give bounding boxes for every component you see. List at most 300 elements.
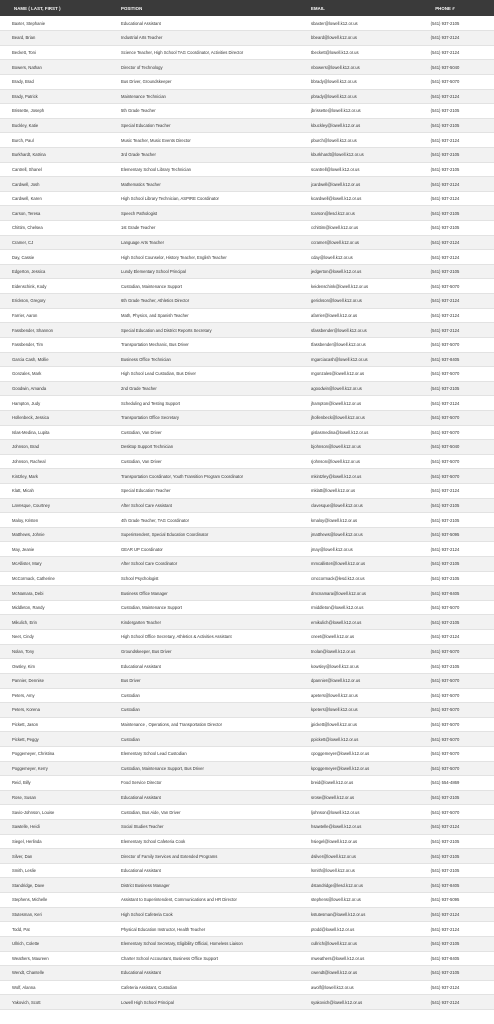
- cell-email[interactable]: stephens@lowell.k12.or.us: [308, 893, 396, 908]
- table-row: [0, 966, 494, 981]
- cell-name: Nolan, Tony: [0, 644, 116, 659]
- header-phone: PHONE #: [435, 5, 455, 11]
- table-row: [0, 191, 494, 206]
- cell-position: 6th Grade Teacher, Athletics Director: [116, 294, 308, 309]
- cell-email[interactable]: keidenschink@lowell.k12.or.us: [308, 279, 396, 294]
- table-row: [0, 264, 494, 279]
- cell-name: Peters, Korena: [0, 703, 116, 718]
- cell-phone: (541) 554-4869: [396, 776, 494, 791]
- cell-position: Scheduling and Testing Support: [116, 396, 308, 411]
- cell-email[interactable]: rjohnson@lowell.k12.or.us: [308, 454, 396, 469]
- cell-email[interactable]: sbaxter@lowell.k12.or.us: [308, 16, 396, 31]
- cell-position: Science Teacher, High School TAG Coordinator, Activities Director: [116, 45, 308, 60]
- cell-position: Custodian, Bus Aide, Van Driver: [116, 805, 308, 820]
- table-row: [0, 849, 494, 864]
- cell-phone: (541) 937-2105: [396, 221, 494, 236]
- cell-name: Maloy, Kristen: [0, 513, 116, 528]
- cell-phone: (541) 937-2105: [396, 936, 494, 951]
- table-body: [0, 16, 494, 1009]
- cell-email[interactable]: bbeard@lowell.k12.or.us: [308, 31, 396, 46]
- cell-phone: (541) 937-2124: [396, 922, 494, 937]
- cell-name: McCormack, Catherine: [0, 571, 116, 586]
- cell-name: Fassbender, Shannon: [0, 323, 116, 338]
- cell-phone: (541) 937-2124: [396, 177, 494, 192]
- table-row: [0, 936, 494, 951]
- cell-phone: (541) 937-2105: [396, 147, 494, 162]
- cell-email[interactable]: breid@lowell.k12.or.us: [308, 776, 396, 791]
- cell-name: Islas-Medina, Lupita: [0, 425, 116, 440]
- cell-phone: (541) 937-2105: [396, 162, 494, 177]
- cell-position: Elementary School Cafeteria Cook: [116, 834, 308, 849]
- table-row: [0, 513, 494, 528]
- table-header: [0, 0, 494, 16]
- cell-name: Matthews, Johnie: [0, 527, 116, 542]
- cell-position: Elementary School Library Technician: [116, 162, 308, 177]
- cell-name: Klatt, Micah: [0, 484, 116, 499]
- cell-email[interactable]: cullrich@lowell.k12.or.us: [308, 936, 396, 951]
- cell-email[interactable]: mweathers@lowell.k12.or.us: [308, 951, 396, 966]
- cell-name: Cardwell, Karen: [0, 191, 116, 206]
- cell-name: Ullrich, Colette: [0, 936, 116, 951]
- cell-position: District Business Manager: [116, 878, 308, 893]
- cell-phone: (541) 937-5070: [396, 805, 494, 820]
- cell-email[interactable]: jmay@lowell.k12.or.us: [308, 542, 396, 557]
- cell-position: Social Studies Teacher: [116, 820, 308, 835]
- cell-email[interactable]: cwendt@lowell.k12.or.us: [308, 966, 396, 981]
- cell-phone: (541) 937-5095: [396, 527, 494, 542]
- cell-phone: (541) 937-8405: [396, 352, 494, 367]
- cell-phone: (541) 937-2124: [396, 31, 494, 46]
- table-row: [0, 703, 494, 718]
- cell-phone: (541) 937-2124: [396, 191, 494, 206]
- cell-email[interactable]: clavesque@lowell.k12.or.us: [308, 498, 396, 513]
- cell-position: 5th Grade Teacher: [116, 104, 308, 119]
- table-row: [0, 995, 494, 1010]
- cell-phone: (541) 937-2124: [396, 250, 494, 265]
- table-row: [0, 162, 494, 177]
- cell-position: School Psychologist: [116, 571, 308, 586]
- cell-name: Brady, Patrick: [0, 89, 116, 104]
- cell-email[interactable]: cneet@lowell.k12.or.us: [308, 630, 396, 645]
- cell-email[interactable]: kowsley@lowell.k12.or.us: [308, 659, 396, 674]
- cell-phone: (541) 937-5070: [396, 673, 494, 688]
- header-name: NAME ( LAST, FIRST ): [14, 5, 61, 11]
- cell-email[interactable]: lsmith@lowell.k12.or.us: [308, 863, 396, 878]
- cell-name: Pannier, Dennise: [0, 673, 116, 688]
- cell-name: Yakovich, Scott: [0, 995, 116, 1010]
- cell-email[interactable]: pburch@lowell.k12.or.us: [308, 133, 396, 148]
- cell-name: Goodwin, Amanda: [0, 381, 116, 396]
- cell-position: Math, Physics, and Spanish Teacher: [116, 308, 308, 323]
- cell-position: Bus Driver, Groundskeeper: [116, 74, 308, 89]
- cell-email[interactable]: tcarson@lesd.k12.or.us: [308, 206, 396, 221]
- cell-email[interactable]: jedgerton@lowell.k12.or.us: [308, 264, 396, 279]
- cell-name: Beard, Brian: [0, 31, 116, 46]
- cell-email[interactable]: ljohnson@lowell.k12.or.us: [308, 805, 396, 820]
- cell-name: Siegel, Herlinda: [0, 834, 116, 849]
- cell-position: Special Education and District Reports Secretary: [116, 323, 308, 338]
- cell-email[interactable]: kmaloy@lowell.k12.or.us: [308, 513, 396, 528]
- cell-name: Garcia Cash, Mollie: [0, 352, 116, 367]
- cell-email[interactable]: ppickett@lowell.k12.or.us: [308, 732, 396, 747]
- table-row: [0, 381, 494, 396]
- cell-position: Kindergarten Teacher: [116, 615, 308, 630]
- cell-position: High School Cafeteria Cook: [116, 907, 308, 922]
- table-row: [0, 323, 494, 338]
- table-row: [0, 951, 494, 966]
- table-row: [0, 717, 494, 732]
- table-row: [0, 425, 494, 440]
- cell-name: Edgerton, Jessica: [0, 264, 116, 279]
- table-row: [0, 147, 494, 162]
- table-row: [0, 498, 494, 513]
- cell-email[interactable]: pbrady@lowell.k12.or.us: [308, 89, 396, 104]
- cell-position: Maintenance Technician: [116, 89, 308, 104]
- cell-name: McAllister, Mary: [0, 557, 116, 572]
- table-row: [0, 878, 494, 893]
- cell-email[interactable]: syakovich@lowell.k12.or.us: [308, 995, 396, 1010]
- cell-position: Transportation Mechanic, Bus Driver: [116, 337, 308, 352]
- cell-phone: (541) 937-8405: [396, 586, 494, 601]
- cell-name: May, Jeanie: [0, 542, 116, 557]
- cell-phone: (541) 937-2124: [396, 45, 494, 60]
- cell-email[interactable]: dsilver@lowell.k12.or.us: [308, 849, 396, 864]
- cell-phone: (541) 937-5070: [396, 644, 494, 659]
- cell-phone: (541) 937-2105: [396, 863, 494, 878]
- cell-phone: (541) 937-5070: [396, 279, 494, 294]
- cell-name: Hampton, Judy: [0, 396, 116, 411]
- cell-email[interactable]: jcardwell@lowell.k12.or.us: [308, 177, 396, 192]
- cell-position: Industrial Arts Teacher: [116, 31, 308, 46]
- cell-email[interactable]: cday@lowell.k12.or.us: [308, 250, 396, 265]
- cell-name: Weathers, Maureen: [0, 951, 116, 966]
- cell-position: GEAR UP Coordinator: [116, 542, 308, 557]
- table-row: [0, 60, 494, 75]
- cell-name: Cramer, CJ: [0, 235, 116, 250]
- cell-email[interactable]: ccramer@lowell.k12.or.us: [308, 235, 396, 250]
- cell-phone: (541) 937-2105: [396, 615, 494, 630]
- cell-email[interactable]: cpoggemeyer@lowell.k12.or.us: [308, 746, 396, 761]
- cell-position: Custodian: [116, 732, 308, 747]
- cell-name: Wolf, Alanna: [0, 980, 116, 995]
- cell-name: Owsley, Kim: [0, 659, 116, 674]
- cell-email[interactable]: kstutesman@lowell.k12.or.us: [308, 907, 396, 922]
- cell-name: Rose, Susan: [0, 790, 116, 805]
- cell-email[interactable]: mkintzley@lowell.k12.or.us: [308, 469, 396, 484]
- table-row: [0, 308, 494, 323]
- cell-phone: (541) 937-8405: [396, 878, 494, 893]
- cell-email[interactable]: mgarciacash@lowell.k12.or.us: [308, 352, 396, 367]
- cell-position: 2nd Grade Teacher: [116, 381, 308, 396]
- cell-email[interactable]: jhampton@lowell.k12.or.us: [308, 396, 396, 411]
- cell-name: Peters, Amy: [0, 688, 116, 703]
- cell-phone: (541) 937-2124: [396, 484, 494, 499]
- cell-phone: (541) 937-5070: [396, 454, 494, 469]
- cell-position: Educational Assistant: [116, 659, 308, 674]
- cell-name: Carson, Teresa: [0, 206, 116, 221]
- cell-position: Groundskeeper, Bus Driver: [116, 644, 308, 659]
- cell-email[interactable]: mklatt@lowell.k12.or.us: [308, 484, 396, 499]
- cell-email[interactable]: agoodwin@lowell.k12.or.us: [308, 381, 396, 396]
- cell-phone: (541) 937-5070: [396, 410, 494, 425]
- cell-name: Bowers, Nathan: [0, 60, 116, 75]
- cell-email[interactable]: jpickett@lowell.k12.or.us: [308, 717, 396, 732]
- cell-position: Charter School Accountant, Business Office Support: [116, 951, 308, 966]
- cell-phone: (541) 937-2124: [396, 323, 494, 338]
- cell-name: McNamara, Debi: [0, 586, 116, 601]
- cell-email[interactable]: bjohnson@lowell.k12.or.us: [308, 440, 396, 455]
- cell-email[interactable]: mgonzales@lowell.k12.or.us: [308, 367, 396, 382]
- table-row: [0, 761, 494, 776]
- cell-name: Savio-Johnson, Louise: [0, 805, 116, 820]
- cell-name: Todd, Pat: [0, 922, 116, 937]
- cell-email[interactable]: tfassbender@lowell.k12.or.us: [308, 337, 396, 352]
- cell-name: Johnson, Brad: [0, 440, 116, 455]
- cell-phone: (541) 937-2105: [396, 381, 494, 396]
- table-row: [0, 863, 494, 878]
- cell-phone: (541) 937-5095: [396, 893, 494, 908]
- table-row: [0, 820, 494, 835]
- cell-position: Bus Driver: [116, 673, 308, 688]
- cell-position: High School Library Technician, ASPIRE Coordinator: [116, 191, 308, 206]
- cell-email[interactable]: apeters@lowell.k12.or.us: [308, 688, 396, 703]
- table-row: [0, 834, 494, 849]
- cell-email[interactable]: emikulich@lowell.k12.or.us: [308, 615, 396, 630]
- cell-phone: (541) 937-5070: [396, 367, 494, 382]
- cell-email[interactable]: gerickson@lowell.k12.or.us: [308, 294, 396, 309]
- header-email: EMAIL: [311, 5, 325, 11]
- cell-email[interactable]: scantrell@lowell.k12.or.us: [308, 162, 396, 177]
- table-row: [0, 644, 494, 659]
- cell-phone: (541) 937-5040: [396, 440, 494, 455]
- cell-name: Brissette, Joseph: [0, 104, 116, 119]
- table-row: [0, 367, 494, 382]
- table-row: [0, 89, 494, 104]
- cell-position: Mathematics Teacher: [116, 177, 308, 192]
- cell-email[interactable]: rmiddleton@lowell.k12.or.us: [308, 600, 396, 615]
- table-row: [0, 104, 494, 119]
- cell-email[interactable]: jmatthews@lowell.k12.or.us: [308, 527, 396, 542]
- cell-phone: (541) 937-2124: [396, 133, 494, 148]
- cell-phone: (541) 937-2105: [396, 513, 494, 528]
- cell-name: Pickett, Jason: [0, 717, 116, 732]
- cell-position: Language Arts Teacher: [116, 235, 308, 250]
- table-row: [0, 221, 494, 236]
- table-row: [0, 177, 494, 192]
- cell-email[interactable]: hsawtelle@lowell.k12.or.us: [308, 820, 396, 835]
- table-row: [0, 893, 494, 908]
- table-row: [0, 118, 494, 133]
- header-position: POSITION: [121, 5, 143, 11]
- table-row: [0, 31, 494, 46]
- cell-phone: (541) 937-5070: [396, 74, 494, 89]
- cell-phone: (541) 937-5070: [396, 746, 494, 761]
- cell-email[interactable]: cmccormack@lesd.k12.or.us: [308, 571, 396, 586]
- cell-position: Elementary School Lead Custodian: [116, 746, 308, 761]
- cell-phone: (541) 937-2124: [396, 630, 494, 645]
- cell-position: Lowell High School Principal: [116, 995, 308, 1010]
- cell-position: Maintenance , Operations, and Transportation Director: [116, 717, 308, 732]
- cell-email[interactable]: kcardwell@lowell.k12.or.us: [308, 191, 396, 206]
- cell-email[interactable]: awolf@lowell.k12.or.us: [308, 980, 396, 995]
- cell-phone: (541) 937-2105: [396, 790, 494, 805]
- cell-position: Educational Assistant: [116, 16, 308, 31]
- cell-email[interactable]: tnolan@lowell.k12.or.us: [308, 644, 396, 659]
- table-row: [0, 557, 494, 572]
- cell-phone: (541) 937-2124: [396, 995, 494, 1010]
- table-row: [0, 586, 494, 601]
- cell-email[interactable]: kburkhardt@lowell.k12.or.us: [308, 147, 396, 162]
- cell-phone: (541) 937-5070: [396, 688, 494, 703]
- cell-name: LaVesque, Courtney: [0, 498, 116, 513]
- cell-email[interactable]: dstandridge@lesd.k12.or.us: [308, 878, 396, 893]
- table-row: [0, 250, 494, 265]
- cell-phone: (541) 937-2105: [396, 16, 494, 31]
- table-row: [0, 922, 494, 937]
- table-row: [0, 74, 494, 89]
- cell-name: Baxter, Stephanie: [0, 16, 116, 31]
- cell-position: After School Care Coordinator: [116, 557, 308, 572]
- cell-phone: (541) 937-2105: [396, 571, 494, 586]
- cell-phone: (541) 937-2124: [396, 294, 494, 309]
- table-row: [0, 805, 494, 820]
- cell-position: Custodian: [116, 703, 308, 718]
- table-row: [0, 294, 494, 309]
- cell-position: Desktop Support Technician: [116, 440, 308, 455]
- cell-phone: (541) 937-2105: [396, 498, 494, 513]
- cell-phone: (541) 937-2124: [396, 235, 494, 250]
- cell-position: Custodian, Maintenance Support, Bus Driver: [116, 761, 308, 776]
- cell-position: Custodian, Van Driver: [116, 425, 308, 440]
- cell-position: High School Lead Custodian, Bus Driver: [116, 367, 308, 382]
- cell-position: 1st Grade Teacher: [116, 221, 308, 236]
- cell-phone: (541) 937-2124: [396, 820, 494, 835]
- cell-email[interactable]: ptodd@lowell.k12.or.us: [308, 922, 396, 937]
- cell-email[interactable]: kbuckley@lowell.k12.or.us: [308, 118, 396, 133]
- cell-phone: (541) 937-5070: [396, 600, 494, 615]
- cell-position: Special Education Teacher: [116, 484, 308, 499]
- cell-phone: (541) 937-2124: [396, 542, 494, 557]
- cell-name: Kintzley, Mark: [0, 469, 116, 484]
- table-row: [0, 659, 494, 674]
- table-row: [0, 410, 494, 425]
- cell-email[interactable]: afarrier@lowell.k12.or.us: [308, 308, 396, 323]
- cell-position: Director of Technology: [116, 60, 308, 75]
- cell-email[interactable]: kpoggemeyer@lowell.k12.or.us: [308, 761, 396, 776]
- cell-email[interactable]: srose@lowell.k12.or.us: [308, 790, 396, 805]
- cell-email[interactable]: dpannier@lowell.k12.or.us: [308, 673, 396, 688]
- cell-position: Business Office Technician: [116, 352, 308, 367]
- cell-phone: (541) 937-5070: [396, 469, 494, 484]
- cell-name: Neet, Cindy: [0, 630, 116, 645]
- table-row: [0, 688, 494, 703]
- table-row: [0, 776, 494, 791]
- table-row: [0, 454, 494, 469]
- table-row: [0, 630, 494, 645]
- cell-position: Educational Assistant: [116, 863, 308, 878]
- cell-name: Cantrell, Shanel: [0, 162, 116, 177]
- cell-position: Physical Education Instructor, Health Teacher: [116, 922, 308, 937]
- table-row: [0, 235, 494, 250]
- cell-email[interactable]: bbrady@lowell.k12.or.us: [308, 74, 396, 89]
- table-row: [0, 907, 494, 922]
- cell-name: Silver, Dan: [0, 849, 116, 864]
- cell-phone: (541) 937-5070: [396, 732, 494, 747]
- cell-name: Mikulich, Erin: [0, 615, 116, 630]
- cell-phone: (541) 937-2105: [396, 849, 494, 864]
- cell-email[interactable]: cchittim@lowell.k12.or.us: [308, 221, 396, 236]
- cell-email[interactable]: gislasmedina@lowell.k12.or.us: [308, 425, 396, 440]
- cell-phone: (541) 937-2105: [396, 966, 494, 981]
- cell-position: Custodian, Maintenance Support: [116, 279, 308, 294]
- cell-email[interactable]: sfassbender@lowell.k12.or.us: [308, 323, 396, 338]
- cell-position: Custodian: [116, 688, 308, 703]
- cell-email[interactable]: dmcnamara@lowell.k12.or.us: [308, 586, 396, 601]
- cell-position: Elementary School Secretary, Eligibility Official, Homeless Liaison: [116, 936, 308, 951]
- cell-phone: (541) 937-5070: [396, 337, 494, 352]
- cell-position: Cafeteria Assistant, Custodian: [116, 980, 308, 995]
- cell-position: Assistant to Superintendent, Communications and HR Director: [116, 893, 308, 908]
- cell-position: Transportation Office Secretary: [116, 410, 308, 425]
- cell-email[interactable]: jbrissette@lowell.k12.or.us: [308, 104, 396, 119]
- header-row: [0, 0, 494, 16]
- cell-phone: (541) 937-2105: [396, 104, 494, 119]
- cell-name: Cardwell, Josh: [0, 177, 116, 192]
- table-row: [0, 571, 494, 586]
- cell-name: Brady, Brad: [0, 74, 116, 89]
- cell-email[interactable]: hsiegel@lowell.k12.or.us: [308, 834, 396, 849]
- table-row: [0, 980, 494, 995]
- cell-email[interactable]: tbeckett@lowell.k12.or.us: [308, 45, 396, 60]
- table-row: [0, 133, 494, 148]
- cell-name: Sawtelle, Heidi: [0, 820, 116, 835]
- table-row: [0, 279, 494, 294]
- cell-name: Burch, Paul: [0, 133, 116, 148]
- cell-name: Reid, Billy: [0, 776, 116, 791]
- cell-name: Standridge, Dave: [0, 878, 116, 893]
- table-row: [0, 396, 494, 411]
- cell-phone: (541) 937-2105: [396, 659, 494, 674]
- table-row: [0, 440, 494, 455]
- cell-position: Director of Family Services and Extended Programs: [116, 849, 308, 864]
- cell-position: 4th Grade Teacher, TAG Coordinator: [116, 513, 308, 528]
- table-row: [0, 746, 494, 761]
- cell-name: Day, Cassie: [0, 250, 116, 265]
- cell-name: Poggemeyer, Kerry: [0, 761, 116, 776]
- table-row: [0, 469, 494, 484]
- cell-phone: (541) 937-2124: [396, 980, 494, 995]
- cell-name: Farrier, Aaron: [0, 308, 116, 323]
- cell-position: High School Counselor, History Teacher, English Teacher: [116, 250, 308, 265]
- cell-name: Johnson, Racheal: [0, 454, 116, 469]
- cell-email[interactable]: mmcallister@lowell.k12.or.us: [308, 557, 396, 572]
- cell-name: Stephens, Michelle: [0, 893, 116, 908]
- cell-phone: (541) 937-2105: [396, 557, 494, 572]
- cell-phone: (541) 937-2124: [396, 89, 494, 104]
- cell-email[interactable]: nbowers@lowell.k12.or.us: [308, 60, 396, 75]
- cell-email[interactable]: kpeters@lowell.k12.or.us: [308, 703, 396, 718]
- cell-phone: (541) 937-5070: [396, 717, 494, 732]
- cell-position: Educational Assistant: [116, 790, 308, 805]
- cell-position: Food Service Director: [116, 776, 308, 791]
- table-row: [0, 352, 494, 367]
- cell-position: Lundy Elementary School Principal: [116, 264, 308, 279]
- cell-phone: (541) 937-2124: [396, 308, 494, 323]
- cell-name: Stutesman, Keri: [0, 907, 116, 922]
- table-row: [0, 527, 494, 542]
- cell-position: Music Teacher, Music Events Director: [116, 133, 308, 148]
- cell-email[interactable]: jhollenbeck@lowell.k12.or.us: [308, 410, 396, 425]
